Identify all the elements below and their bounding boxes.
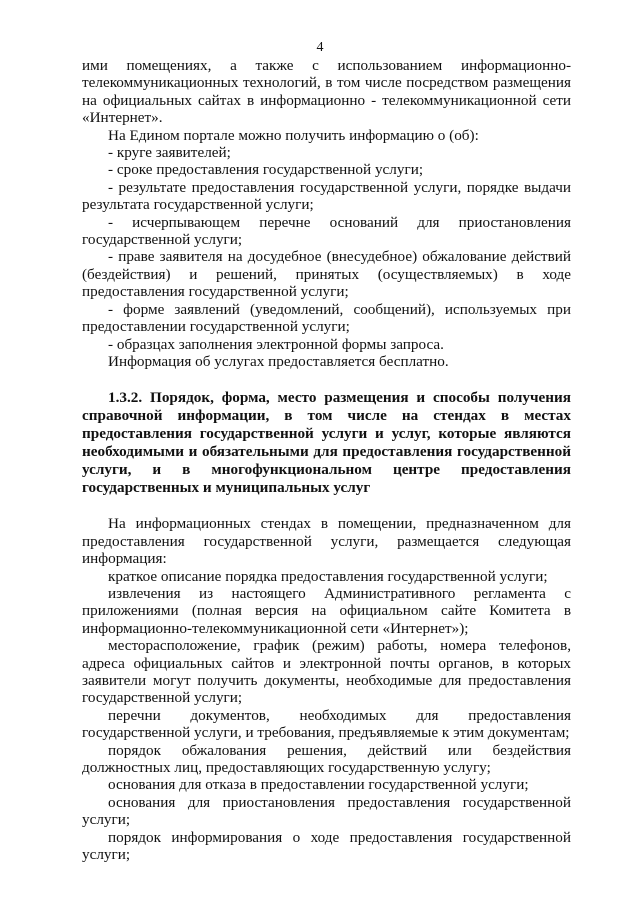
paragraph: ими помещениях, а также с использованием информационно-телекоммуникационных технологий, в том числе посредством размещения на официальных сайтах в информационно - телекоммуникационной сети «Интернет».: [82, 57, 571, 127]
list-item: - образцах заполнения электронной формы запроса.: [108, 335, 444, 353]
list-item: - круге заявителей;: [108, 144, 231, 162]
list-item: перечни документов, необходимых для предоставления государственной услуги, и требования, предъявляемые к этим документам;: [82, 706, 571, 742]
list-item: месторасположение, график (режим) работы, номера телефонов, адреса официальных сайтов и электронной почты органов, в которых заявители могут получить документы, необходимые для предоставления государственной услуги;: [82, 637, 571, 707]
list-item: основания для отказа в предоставлении государственной услуги;: [108, 776, 529, 794]
list-item: порядок информирования о ходе предоставления государственной услуги;: [82, 828, 571, 864]
paragraph: На информационных стендах в помещении, предназначенном для предоставления государственной услуги, размещается следующая информация:: [82, 515, 571, 568]
list-item: - форме заявлений (уведомлений, сообщений), используемых при предоставлении государственной услуги;: [82, 300, 571, 336]
list-item: - сроке предоставления государственной услуги;: [108, 161, 424, 179]
page-number: 4: [316, 40, 324, 55]
list-item: извлечения из настоящего Административного регламента с приложениями (полная версия на официальном сайте Комитета в информационно-телекоммуникационной сети «Интернет»);: [82, 584, 571, 637]
spacer: [82, 497, 571, 515]
paragraph: На Едином портале можно получить информацию о (об):: [108, 126, 479, 144]
section-heading: 1.3.2. Порядок, форма, место размещения и способы получения справочной информации, в том числе на стендах в местах предоставления государственной услуги и услуг, которые являются необходимыми и обязательными для предоставления государственной услуги, и в многофункциональном центре предоставления государственных и муниципальных услуг: [82, 389, 571, 497]
list-item: краткое описание порядка предоставления государственной услуги;: [108, 567, 548, 585]
spacer: [82, 370, 571, 389]
list-item: - исчерпывающем перечне оснований для приостановления государственной услуги;: [82, 213, 571, 249]
list-item: порядок обжалования решения, действий или бездействия должностных лиц, предоставляющих государственную услугу;: [82, 741, 571, 776]
list-item: - результате предоставления государственной услуги, порядке выдачи результата государственной услуги;: [82, 178, 571, 214]
paragraph: Информация об услугах предоставляется бесплатно.: [108, 352, 449, 370]
list-item: - праве заявителя на досудебное (внесудебное) обжалование действий (бездействия) и решений, принятых (осуществляемых) в ходе предоставления государственной услуги;: [82, 248, 571, 301]
document-body: [82, 57, 571, 863]
list-item: основания для приостановления предоставления государственной услуги;: [82, 793, 571, 829]
